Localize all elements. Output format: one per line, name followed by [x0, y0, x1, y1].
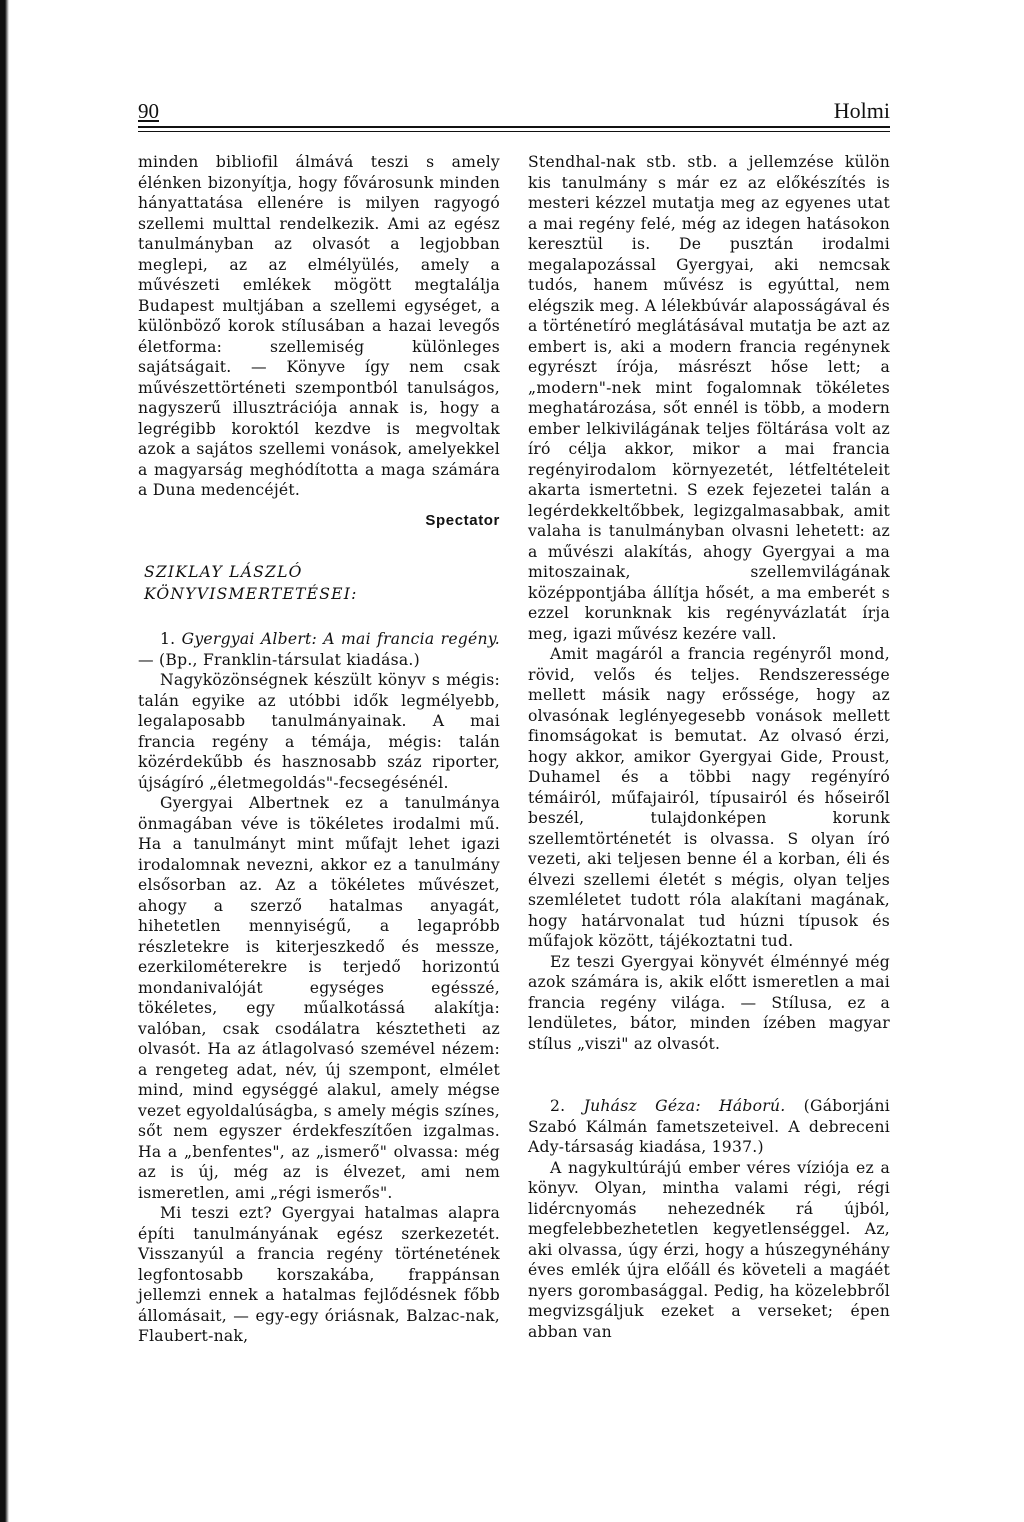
entry-2-author-title: Juhász Géza: Háború.: [583, 1097, 786, 1115]
entry-2-number: 2.: [550, 1097, 566, 1115]
entry-1-author-title: Gyergyai Albert: A mai francia regény.: [181, 630, 500, 648]
paragraph: Amit magáról a francia regényről mond, rövid, velős és teljes. Rendszeressége mellett másik nagy erőssége, hogy az olvasónak leglényegesebb vonások mellett finomságokat is bemutat. Az olvasó érzi, hogy akkor, amikor Gyergyai Gide, Proust, Duhamel és a többi nagy regényíró témáiról, műfajairól, típusairól és hőseiről beszél, tulajdonképen korunk szellemtörténetét is olvassa. S olyan író vezeti, aki teljesen benne él a korban, éli és élvezi szellemi életét s mégis, olyan teljes szemléletet tudott róla alakítani magának, hogy határvonalat tud húzni típusok és műfajok között, tájékoztatni tud.: [528, 645, 890, 950]
header-rule-thick: [138, 126, 890, 128]
paragraph: Mi teszi ezt? Gyergyai hatalmas alapra építi tanulmányának egész szerkezetét. Visszanyúl a francia regény történetének legfontosabb korszakába, frappánsan jellemzi ennek a hatalmas fejlődésnek főbb állomásait, — egy-egy óriásnak, Balzac-nak, Flaubert-nak,: [138, 1204, 500, 1345]
running-head: Holmi: [833, 98, 890, 123]
entry-1-number: 1.: [160, 630, 176, 648]
entry-1-citation: [138, 629, 500, 670]
paragraph: Nagyközönségnek készült könyv s mégis: talán egyike az utóbbi idők legmélyebb, legalaposabb tanulmányainak. A mai francia regény a témája, mégis: talán közérdekűbb és hasznosabb száz riporter, újságíró „életmegoldás"-fecsegésénél.: [138, 671, 500, 792]
left-column: [138, 152, 500, 1347]
header-rule-thin: [138, 131, 890, 132]
paragraph: Stendhal-nak stb. stb. a jellemzése külön kis tanulmány s már ez az előkészítés is mesteri kézzel mutatja meg az egyenes utat a mai regény felé, még az idegen hatásokon keresztül is. De pusztán irodalmi megalapozással Gyergyai, aki nemcsak tudós, hanem művész is egyúttal, nem elégszik meg. A lélekbúvár alaposságával és a történetíró meglátásával mutatja be azt az embert is, aki a modern francia regénynek egyrészt írója, másrészt hőse lett; a „modern"-nek mint fogalomnak tökéletes meghatározása, sőt ennél is több, a modern ember lelkivilágának teljes föltárása volt az író célja akkor, mikor a mai francia regényirodalom környezetét, létfeltételeit akarta ismertetni. S ezek fejezetei talán a legérdekkeltőbbek, legizgalmasabbak, amit valaha is tanulmányban olvasni lehetett: az a művészi alakítás, ahogy Gyergyai a ma mitoszainak, szellemvilágának középpontjába állítja hősét, a ma emberét s ezzel korunknak kis regényvázlatát írja meg, igazi művész kezére vall.: [528, 153, 890, 643]
section-heading: [144, 561, 500, 605]
page-header: [138, 96, 890, 130]
review-entry-1: [138, 629, 500, 1347]
section-heading-title: KÖNYVISMERTETÉSEI:: [144, 585, 358, 603]
page-number: 90: [138, 99, 159, 123]
right-column: [528, 152, 890, 1342]
entry-1-publisher: — (Bp., Franklin-társulat kiadása.): [138, 650, 420, 669]
entry-2-citation: [528, 1096, 890, 1158]
entry-2-publisher: (Gáborjáni Szabó Kálmán fametszeteivel. A debreceni Ady-társaság kiadása, 1937.): [528, 1097, 890, 1156]
review-entry-2: [528, 1096, 890, 1342]
paragraph: Gyergyai Albertnek ez a tanulmánya önmagában véve is tökéletes irodalmi mű. Ha a tanulmányt mint műfajt lehet igazi irodalomnak nevezni, akkor ez a tanulmány elsősorban az. Az a tökéletes művészet, ahogy a szerző hatalmas anyagát, hihetetlen mennyiségű, a legapróbb részletekre is kiterjeszkedő és messze, ezerkilométerekre is terjedő horizontú mondanivalóját egységes egésszé, tökéletes, egy műalkotássá alakítja: valóban, csak csodálatra késztetheti az olvasót. Ha az átlagolvasó szemével nézem: a rengeteg adat, név, új szempont, elmélet mind, mind egységgé alakul, amely mégse vezet egyoldalúságba, s amely mégis színes, sőt nem egyszer érdekfeszítően izgalmas. Ha a „benfentes", az „ismerő" olvassa: még az is új, még az is élvezet, ami nem ismeretlen, ami „régi ismerős".: [138, 794, 500, 1202]
paragraph: Ez teszi Gyergyai könyvét élménnyé még azok számára is, akik előtt ismeretlen a mai francia regény világa. — Stílusa, ez a lendületes, bátor, minden ízében magyar stílus „viszi" az olvasót.: [528, 952, 890, 1053]
section-heading-author: SZIKLAY LÁSZLÓ: [144, 563, 303, 581]
paragraph: A nagykultúrájú ember véres víziója ez a könyv. Olyan, mintha valami régi, régi lidércnyomás nehezednék rá újból, megfelebbezhetetlen kegyetlenséggel. Az, aki olvassa, úgy érzi, hogy a húszegynéhány éves emlék újra előáll és követeli a magáét nyers gorombasággal. Pedig, ha közelebbről megvizsgáljuk ezeket a verseket; épen abban van: [528, 1158, 890, 1341]
scan-edge-shadow: [0, 0, 12, 1522]
review-signature: Spectator: [425, 511, 500, 529]
intro-paragraph: minden bibliofil álmává teszi s amely élénken bizonyítja, hogy fővárosunk minden hányattatása ellenére is milyen ragyogó szellemi multtal rendelkezik. Ami az egész tanulmányban az olvasót a legjobban meglepi, az az elmélyülés, amely a művészeti emlékek mögött megtalálja Budapest multjában a szellemi egységet, a különböző korok stílusában a hazai levegős életforma: szellemiség különleges sajátságait. — Könyve így nem csak művészettörténeti szempontból tanulságos, nagyszerű illusztrációja annak is, hogy a legrégibb koroktól kezdve is megvoltak azok a sajátos szellemi vonások, amelyekkel a magyarság meghódította a maga számára a Duna medencéjét.: [138, 153, 500, 499]
